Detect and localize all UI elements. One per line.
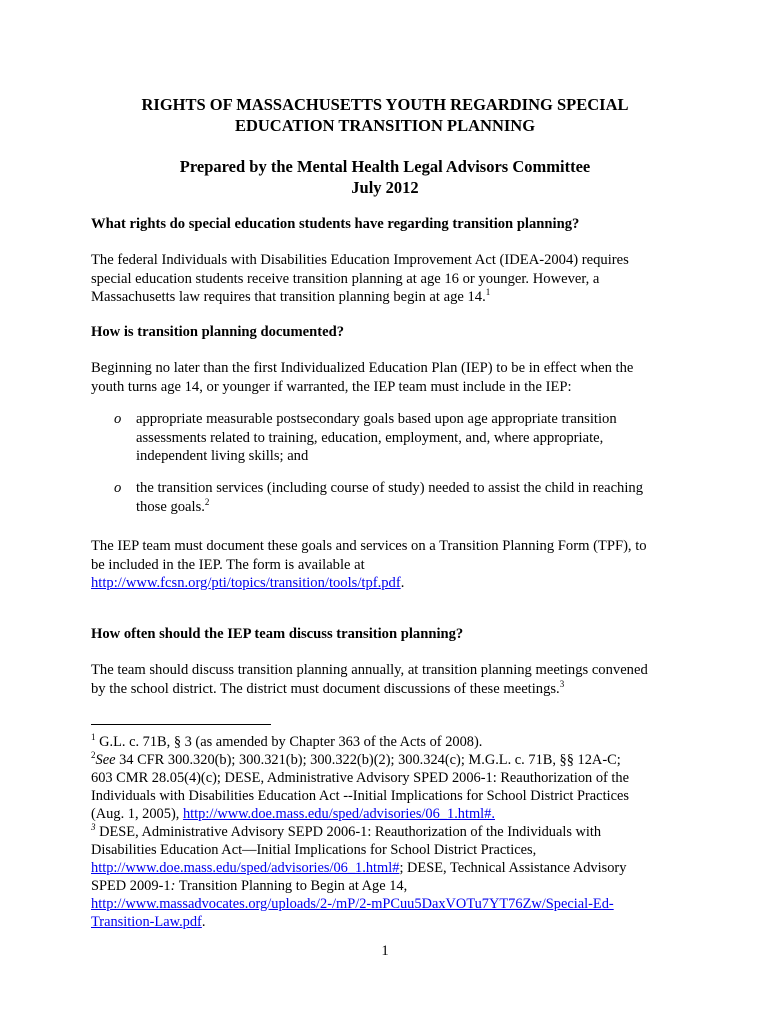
paragraph-rights: The federal Individuals with Disabilities Education Improvement Act (IDEA-2004) requires special education students receive transition planning at age 16 or younger. However, a Massachusetts law requires that transition planning begin at age 14.$^1$ <box>91 252 629 305</box>
title-line-2: EDUCATION TRANSITION PLANNING <box>234 116 536 135</box>
bullet-marker-1: o <box>114 411 122 427</box>
doe-advisory-link-2[interactable]: http://www.doe.mass.edu/sped/advisories/06_1.html# <box>91 859 400 876</box>
footnote-1: $^1$ G.L. c. 71B, § 3 (as amended by Chapter 363 of the Acts of 2008). <box>91 732 483 750</box>
subtitle-line-2: July 2012 <box>351 178 419 197</box>
question-rights: What rights do special education students have regarding transition planning? <box>91 216 580 232</box>
paragraph-tpf: The IEP team must document these goals and services on a Transition Planning Form (TPF), to be included in the IEP. The form is available at http://www.fcsn.org/pti/topics/transition/tools/tpf.pdf. <box>91 538 647 591</box>
list-item-services: the transition services (including course of study) needed to assist the child in reaching those goals.$^2$ <box>136 480 643 515</box>
paragraph-documented: Beginning no later than the first Individualized Education Plan (IEP) to be in effect when the youth turns age 14, or younger if warranted, the IEP team must include in the IEP: <box>91 360 634 395</box>
list-item-goals: appropriate measurable postsecondary goals based upon age appropriate transition assessments related to training, education, employment, and, where appropriate, independent living skills; and <box>136 411 617 464</box>
footnote-ref-1[interactable]: 1 <box>485 287 491 297</box>
document-title <box>90 94 680 136</box>
question-documented: How is transition planning documented? <box>91 324 345 340</box>
subtitle-line-1: Prepared by the Mental Health Legal Advisors Committee <box>179 157 591 176</box>
massadvocates-link-cont[interactable]: Transition-Law.pdf <box>91 913 202 930</box>
massadvocates-link[interactable]: http://www.massadvocates.org/uploads/2-/mP/2-mPCuu5DaxVOTu7YT76Zw/Special-Ed- <box>91 895 614 912</box>
footnote-ref-2[interactable]: 2 <box>204 496 210 507</box>
bullet-marker-2: o <box>114 480 122 496</box>
footnote-ref-3[interactable]: 3 <box>559 678 565 689</box>
question-how-often: How often should the IEP team discuss transition planning? <box>91 626 464 642</box>
tpf-form-link[interactable]: http://www.fcsn.org/pti/topics/transition/tools/tpf.pdf <box>91 575 401 591</box>
title-line-1: RIGHTS OF MASSACHUSETTS YOUTH REGARDING SPECIAL <box>141 95 629 114</box>
paragraph-how-often: The team should discuss transition planning annually, at transition planning meetings convened by the school district. The district must document discussions of these meetings.$^3$ <box>91 662 648 697</box>
document-subtitle <box>90 156 680 198</box>
page-number: 1 <box>381 943 389 959</box>
footnote-2: $^2$See 34 CFR 300.320(b); 300.321(b); 300.322(b)(2); 300.324(c); M.G.L. c. 71B, §§ 12A-C; 603 CMR 28.05(4)(c); DESE, Administrative Advisory SPED 2006-1: Reauthorization of the Individuals with Disabilities Education Act --Initial Implications for School District Practices (Aug. 1, 2005), http://www.doe.mass.edu/sped/advisories/06_1.html#. <box>91 750 629 822</box>
doe-advisory-link[interactable]: http://www.doe.mass.edu/sped/advisories/06_1.html#. <box>182 805 495 822</box>
footnote-divider <box>91 724 271 725</box>
footnote-3: $^3$ DESE, Administrative Advisory SEPD 2006-1: Reauthorization of the Individuals with Disabilities Education Act—Initial Implications for School District Practices, http://www.doe.mass.edu/sped/advisories/06_1.html#; DESE, Technical Assistance Advisory SPED 2009-1: Transition Planning to Begin at Age 14, http://www.massadvocates.org/uploads/2-/mP/2-mPCuu5DaxVOTu7YT76Zw/Special-Ed- Transition-Law.pdf. <box>91 822 627 930</box>
